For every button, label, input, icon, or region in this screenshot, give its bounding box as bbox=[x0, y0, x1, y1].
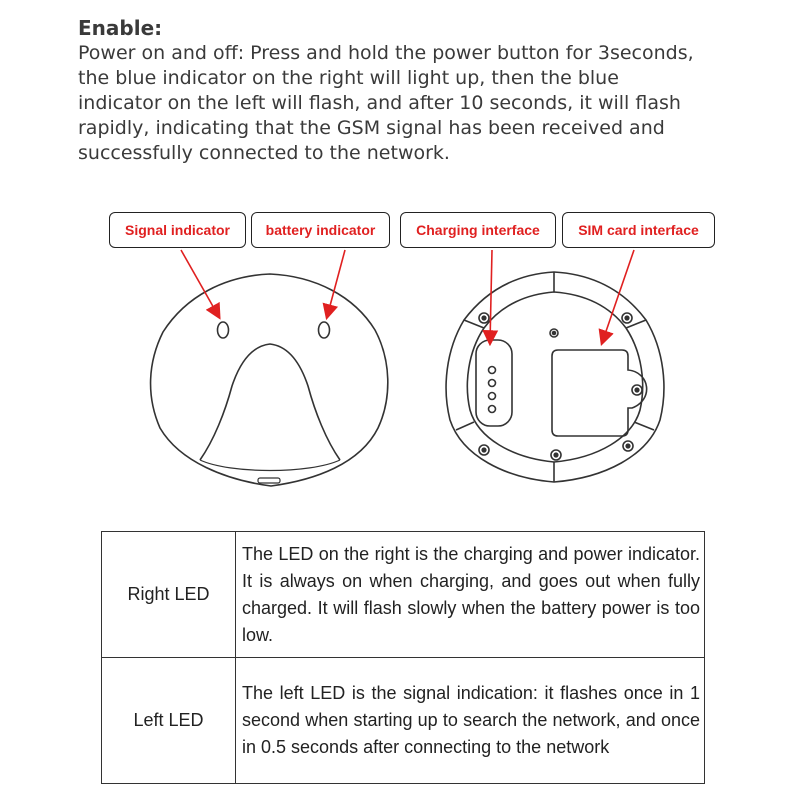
signal-led bbox=[218, 322, 229, 338]
power-button bbox=[258, 478, 280, 483]
screw bbox=[551, 450, 561, 460]
led-table bbox=[101, 531, 705, 784]
device-front-body bbox=[151, 274, 388, 486]
led-name-cell: Left LED bbox=[102, 658, 236, 784]
table-row bbox=[102, 658, 705, 784]
device-front-bottom-edge bbox=[200, 460, 340, 471]
charging-pin bbox=[489, 380, 496, 387]
rib-left-bottom bbox=[456, 422, 474, 430]
signal-indicator-label: Signal indicator bbox=[109, 212, 246, 248]
section-heading: Enable: bbox=[78, 16, 163, 40]
arrow-charging bbox=[490, 250, 492, 343]
arrow-sim bbox=[602, 250, 634, 343]
battery-indicator-label: battery indicator bbox=[251, 212, 390, 248]
table-row bbox=[102, 532, 705, 658]
led-name-cell: Right LED bbox=[102, 532, 236, 658]
sim-card-interface-label: SIM card interface bbox=[562, 212, 715, 248]
charging-pin bbox=[489, 406, 496, 413]
led-description-cell: The left LED is the signal indication: it flashes once in 1 second when starting up to search the network, and once in 0.5 seconds after connecting to the network bbox=[236, 658, 705, 784]
screw bbox=[479, 313, 489, 323]
arrow-signal bbox=[181, 250, 219, 317]
sim-screw-center bbox=[635, 388, 639, 392]
screw bbox=[622, 313, 632, 323]
callout-arrows bbox=[181, 250, 634, 343]
screw bbox=[623, 441, 633, 451]
intro-line: Power on and off: Press and hold the power button for 3seconds, bbox=[78, 42, 694, 64]
rib-right-top bbox=[626, 320, 646, 328]
intro-line: rapidly, indicating that the GSM signal has been received and bbox=[78, 117, 665, 139]
screw bbox=[479, 445, 489, 455]
device-back-view bbox=[446, 272, 664, 482]
intro-line: the blue indicator on the right will light up, then the blue bbox=[78, 67, 619, 89]
device-front-view bbox=[151, 274, 388, 486]
device-front-inner-curve bbox=[200, 344, 340, 460]
battery-led bbox=[319, 322, 330, 338]
charging-port bbox=[476, 340, 512, 426]
intro-line: indicator on the left will flash, and after 10 seconds, it will flash bbox=[78, 92, 681, 114]
rib-right-bottom bbox=[634, 422, 654, 430]
screw bbox=[550, 329, 558, 337]
charging-interface-label: Charging interface bbox=[400, 212, 556, 248]
intro-line: successfully connected to the network. bbox=[78, 142, 450, 164]
charging-pin bbox=[489, 393, 496, 400]
led-description-cell: The LED on the right is the charging and power indicator. It is always on when charging, and goes out when fully charged. It will flash slowly when the battery power is too low. bbox=[236, 532, 705, 658]
arrow-battery bbox=[327, 250, 345, 317]
charging-pin bbox=[489, 367, 496, 374]
